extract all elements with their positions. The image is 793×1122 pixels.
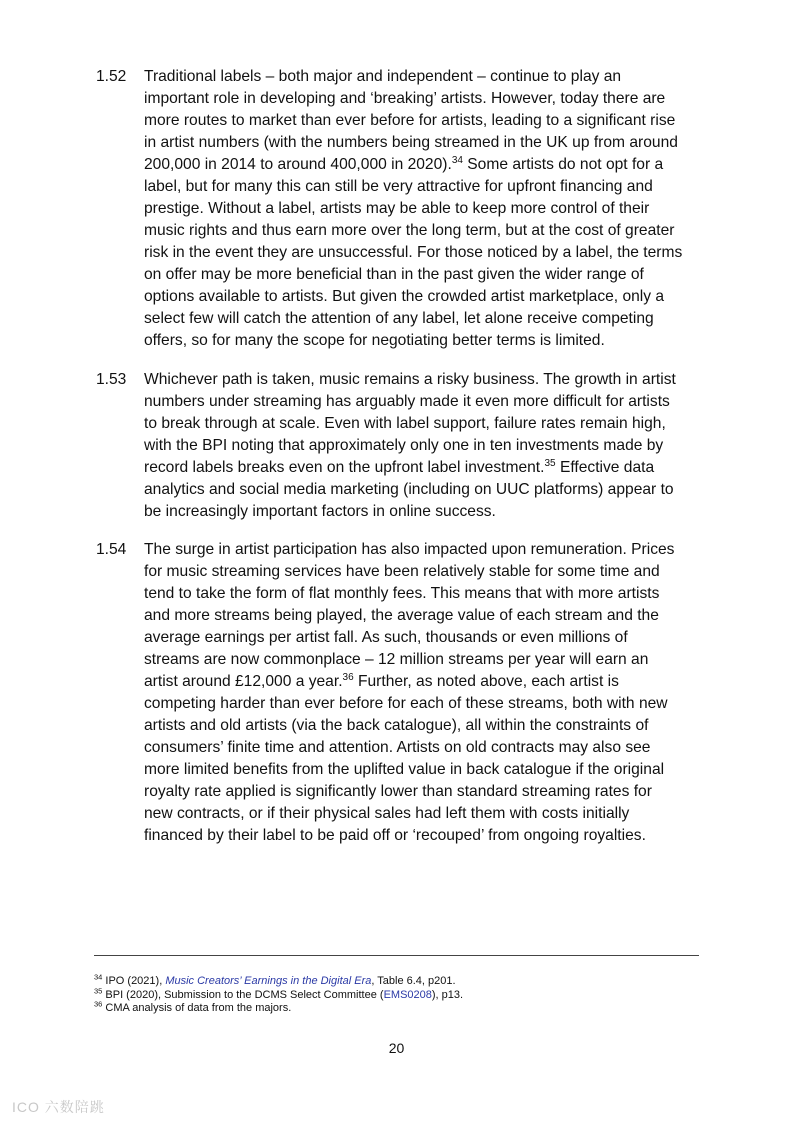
paragraph-1-53 (96, 369, 701, 523)
footnote-number: 36 (94, 999, 103, 1009)
footnote-link-ipo-report[interactable]: Music Creators’ Earnings in the Digital Era (165, 975, 372, 987)
paragraph-number: 1.54 (96, 541, 127, 558)
footnote-36 (94, 999, 699, 1016)
paragraph-number: 1.53 (96, 371, 127, 388)
footnote-suffix: , Table 6.4, p201. (371, 975, 456, 987)
paragraph-text-part: Whichever path is taken, music remains a risky business. The growth in artist numbers under streaming has arguably made it even more difficult for artists to break through at scale. Even with label support, failure rates remain high, with the BPI noting that approximately only one in ten investments made by record labels breaks even on the upfront label investment. (144, 371, 676, 476)
paragraph-1-52 (96, 66, 701, 352)
paragraph-number: 1.52 (96, 68, 127, 85)
footnote-number: 35 (94, 985, 103, 995)
footnote-reference[interactable]: 35 (544, 457, 556, 469)
footnote-prefix: BPI (2020), Submission to the DCMS Select Committee ( (102, 988, 384, 1001)
footnote-number: 34 (94, 972, 103, 982)
paragraph-text-part: Some artists do not opt for a label, but for many this can still be very attractive for upfront financing and prestige. Without a label, artists may be able to keep more control of their music rights and thus earn more over the long term, but at the cost of greater risk in the event they are unsuccessful. For those noticed by a label, the terms on offer may be more beneficial than in the past given the wider range of options available to artists. But given the crowded artist marketplace, only a select few will catch the attention of any label, let alone receive competing offers, so for many the scope for negotiating better terms is limited. (144, 156, 683, 349)
footnote-34 (94, 972, 699, 989)
paragraph-text (144, 539, 701, 847)
paragraph-text-part: Effective data analytics and social media marketing (including on UUC platforms) appear to be increasingly important factors in online success. (144, 459, 674, 520)
page-number: 20 (388, 1040, 405, 1056)
footnote-prefix: IPO (2021), (102, 975, 166, 987)
paragraph-text (144, 66, 701, 352)
footnote-text: CMA analysis of data from the majors. (102, 1002, 292, 1014)
paragraph-text-part: The surge in artist participation has also impacted upon remuneration. Prices for music streaming services have been relatively stable for some time and tend to take the form of flat monthly fees. This means that with more artists and more streams being played, the average value of each stream and the average earnings per artist fall. As such, thousands or even millions of streams are now commonplace – 12 million streams per year will earn an artist around £12,000 a year. (144, 541, 675, 690)
paragraph-text-part: Traditional labels – both major and independent – continue to play an important role in developing and ‘breaking’ artists. However, today there are more routes to market than ever before for artists, leading to a significant rise in artist numbers (with the numbers being streamed in the UK up from around 200,000 in 2014 to around 400,000 in 2020). (144, 68, 678, 173)
footnote-35 (94, 985, 699, 1003)
paragraph-text-part: Further, as noted above, each artist is competing harder than ever before for each of these streams, both with new artists and old artists (via the back catalogue), all within the constraints of consumers’ finite time and attention. Artists on old contracts may also see more limited benefits from the uplifted value in back catalogue if the original royalty rate applied is significantly lower than standard streaming rates for new contracts, or if their physical sales had left them with costs initially financed by their label to be paid off or ‘recouped’ from ongoing royalties. (144, 673, 668, 844)
footnotes (94, 972, 699, 1016)
paragraph-1-54 (96, 539, 701, 847)
footnote-reference[interactable]: 34 (451, 154, 463, 166)
watermark-logo: ICO 六数陪跳 (12, 1099, 105, 1115)
footnote-reference[interactable]: 36 (342, 671, 354, 683)
paragraph-text (144, 369, 701, 523)
footnote-divider (94, 955, 699, 956)
footnote-link-ems0208[interactable]: EMS0208 (383, 988, 432, 1001)
footnote-suffix: ), p13. (431, 988, 464, 1001)
